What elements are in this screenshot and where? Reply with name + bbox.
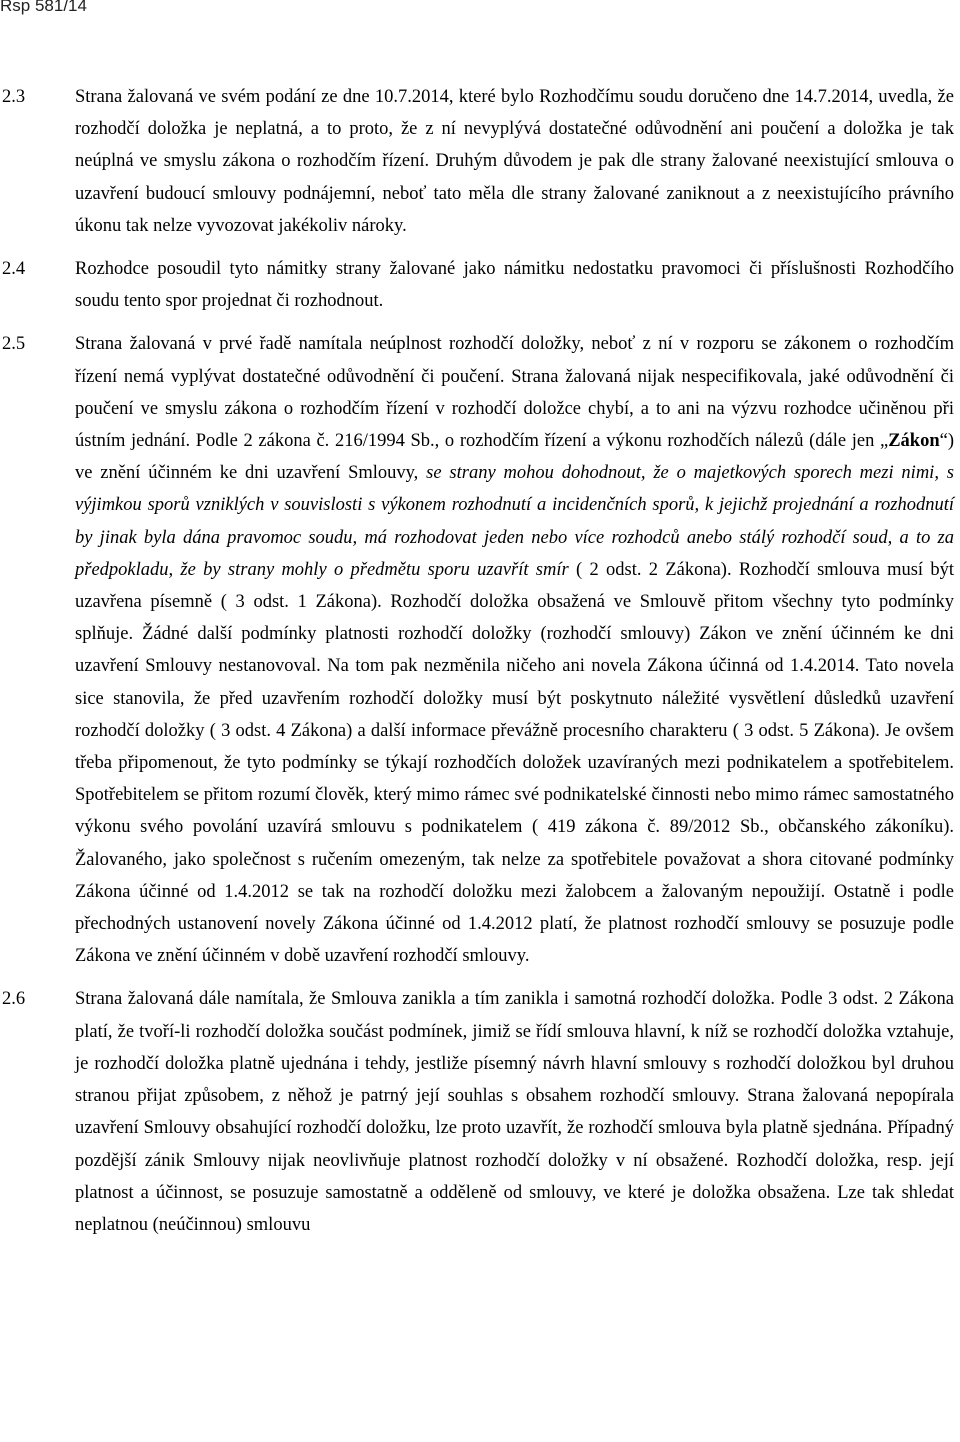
paragraph: [0, 253, 960, 317]
text-run: Strana žalovaná ve svém podání ze dne 10.7.2014, které bylo Rozhodčímu soudu doručeno dne 14.7.2014, uvedla, že rozhodčí doložka je neplatná, a to proto, že z ní nevyplývá dostatečné odůvodnění ani poučení a doložka je tak neúplná ve smyslu zákona o rozhodčím řízení. Druhým důvodem je pak dle strany žalované neexistující smlouva o uzavření budoucí smlouvy podnájemní, neboť tato měla dle strany žalované zaniknout a z neexistujícího právního úkonu tak nelze vyvozovat jakékoliv nároky.: [75, 87, 954, 236]
paragraph-text: [75, 983, 954, 1241]
paragraph-number: 2.4: [2, 259, 26, 280]
paragraph-text: [75, 328, 954, 972]
case-reference: Rsp 581/14: [0, 0, 87, 15]
paragraph-number: 2.5: [2, 334, 26, 355]
paragraph-text: [75, 81, 954, 242]
text-run: Zákon: [888, 431, 940, 452]
paragraph: [0, 983, 960, 1241]
paragraph: [0, 328, 960, 972]
paragraph: [0, 81, 960, 242]
text-run: Strana žalovaná v prvé řadě namítala neúplnost rozhodčí doložky, neboť z ní v rozporu se zákonem o rozhodčím řízení nemá vyplývat dostatečné odůvodnění či poučení. Strana žalovaná nijak nespecifikovala, jaké odůvodnění či poučení ve smyslu zákona o rozhodčím řízení v rozhodčí doložce chybí, a to ani na výzvu rozhodce učiněnou při ústním jednání. Podle 2 zákona č. 216/1994 Sb., o rozhodčím řízení a výkonu rozhodčích nálezů (dále jen „: [75, 334, 954, 452]
paragraph-number: 2.6: [2, 989, 26, 1010]
text-run: Strana žalovaná dále namítala, že Smlouva zanikla a tím zanikla i samotná rozhodčí doložka. Podle 3 odst. 2 Zákona platí, že tvoří-li rozhodčí doložka součást podmínek, jimiž se řídí smlouva hlavní, k níž se rozhodčí doložka vztahuje, je rozhodčí doložka platně ujednána i tehdy, jestliže písemný návrh hlavní smlouvy s rozhodčí doložkou byl druhou stranou přijat způsobem, z něhož je patrný její souhlas s obsahem rozhodčí smlouvy. Strana žalovaná nepopírala uzavření Smlouvy obsahující rozhodčí doložku, lze proto uzavřít, že rozhodčí smlouva byla platně sjednána. Případný pozdější zánik Smlouvy nijak neovlivňuje platnost rozhodčí doložky v ní obsažené. Rozhodčí doložka, resp. její platnost a účinnost, se posuzuje samostatně a odděleně od smlouvy, ve které je doložka obsažena. Lze tak shledat neplatnou (neúčinnou) smlouvu: [75, 989, 954, 1235]
text-run: ( 2 odst. 2 Zákona). Rozhodčí smlouva musí být uzavřena písemně ( 3 odst. 1 Zákona). Rozhodčí doložka obsažená ve Smlouvě přitom všechny tyto podmínky splňuje. Žádné další podmínky platnosti rozhodčí doložky (rozhodčí smlouvy) Zákon ve znění účinném ke dni uzavření Smlouvy nestanovoval. Na tom pak nezměnila ničeho ani novela Zákona účinná od 1.4.2014. Tato novela sice stanovila, že před uzavřením rozhodčí doložky musí být poskytnuto náležité vysvětlení důsledků uzavření rozhodčí doložky ( 3 odst. 4 Zákona) a další informace převážně procesního charakteru ( 3 odst. 5 Zákona). Je ovšem třeba připomenout, že tyto podmínky se týkají rozhodčích doložek uzavíraných mezi podnikatelem a spotřebitelem. Spotřebitelem se přitom rozumí člověk, který mimo rámec své podnikatelské činnosti nebo mimo rámec samostatného výkonu svého povolání uzavírá smlouvu s podnikatelem ( 419 zákona č. 89/2012 Sb., občanského zákoníku). Žalovaného, jako společnost s ručením omezeným, tak nelze za spotřebitele považovat a shora citované podmínky Zákona účinné od 1.4.2012 se tak na rozhodčí doložku mezi žalobcem a žalovaným nepoužijí. Ostatně i podle přechodných ustanovení novely Zákona účinné od 1.4.2012 platí, že platnost rozhodčí smlouvy se posuzuje podle Zákona ve znění účinném v době uzavření rozhodčí smlouvy.: [75, 559, 954, 967]
text-run: se strany mohou dohodnout, že o majetkových sporech mezi nimi, s výjimkou sporů vzniklých v souvislosti s výkonem rozhodnutí a incidenčních sporů, k jejichž projednání a rozhodnutí by jinak byla dána pravomoc soudu, má rozhodovat jeden nebo více rozhodců anebo stálý rozhodčí soud, a to za předpokladu, že by strany mohly o předmětu sporu uzavřít smír: [75, 463, 954, 580]
paragraph-text: [75, 253, 954, 317]
document-body: [0, 81, 960, 1252]
paragraph-number: 2.3: [2, 87, 26, 107]
text-run: Rozhodce posoudil tyto námitky strany žalované jako námitku nedostatku pravomoci či příslušnosti Rozhodčího soudu tento spor projednat či rozhodnout.: [75, 259, 954, 312]
text-run: “) ve znění účinném ke dni uzavření Smlouvy,: [75, 431, 954, 484]
